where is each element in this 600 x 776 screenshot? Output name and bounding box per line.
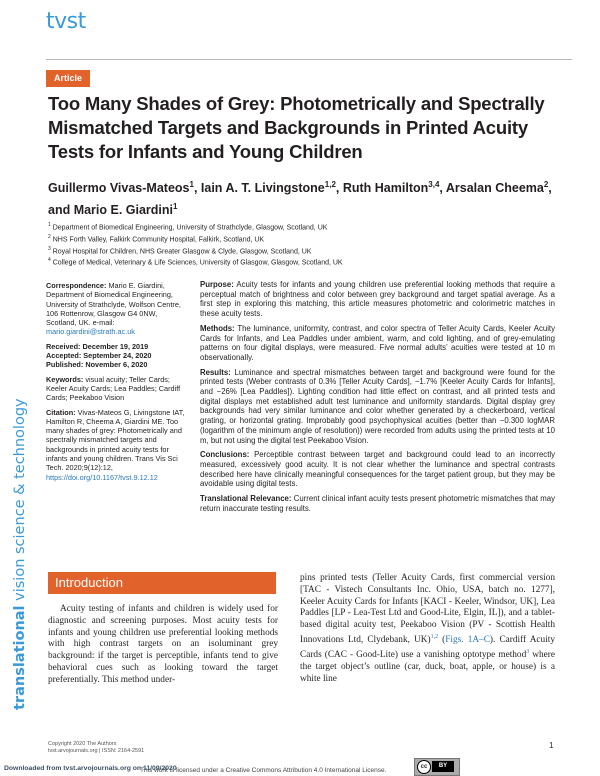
affiliation-item bbox=[48, 233, 343, 245]
relevance-label: Translational Relevance: bbox=[200, 494, 292, 504]
conclusions-text: Perceptible contrast between target and background could lead to an incorrectly measured, excessively good acuity. It is not clear whether the luminance and spectral contrasts described here have clinically meaningful consequences for the target patient group, but they may be avoidable using digital tests. bbox=[200, 450, 555, 489]
received-label: Received: bbox=[46, 341, 81, 351]
correspondence-label: Correspondence: bbox=[46, 281, 107, 290]
author-separator: , bbox=[548, 181, 552, 196]
published-label: Published: bbox=[46, 360, 84, 370]
affiliation-text: Royal Hospital for Children, NHS Greater Glasgow & Clyde, Glasgow, Scotland, UK bbox=[52, 247, 312, 255]
author-affiliation-ref: 2 bbox=[543, 180, 549, 189]
affiliation-number: 1 bbox=[48, 222, 51, 228]
paper-title: Too Many Shades of Grey: Photometrically and Spectrally Mismatched Targets and Backgrounds in Printed Acuity Tests for Infants and Young Children bbox=[48, 93, 545, 162]
purpose-text: Acuity tests for infants and young children use preferential looking methods that require a perceptual match of brightness and color between grey background and target spatial average. As a first step in exploring this matching, this article measures photometric and colorimetric matches in these acuity tests. bbox=[200, 280, 555, 319]
affiliation-number: 3 bbox=[48, 245, 51, 252]
affiliation-item bbox=[48, 245, 343, 257]
affiliation-number: 2 bbox=[48, 233, 51, 240]
correspondence-email-link[interactable]: mario.giardini@strath.ac.uk bbox=[46, 327, 135, 337]
license-text: This work is licensed under a Creative Commons Attribution 4.0 International License. bbox=[140, 767, 387, 774]
abstract-results bbox=[200, 368, 555, 446]
download-notice: Downloaded from tvst.arvojournals.org on 11/09/2020 bbox=[4, 765, 177, 772]
body-text: ( bbox=[438, 635, 446, 646]
received-date: December 19, 2019 bbox=[80, 341, 149, 351]
cc-by-license-badge[interactable] bbox=[414, 758, 460, 776]
header-divider bbox=[46, 59, 572, 60]
relevance-text: Current clinical infant acuity tests present photometric mismatches that may return inaccurate testing results. bbox=[200, 494, 555, 513]
author-name: Guillermo Vivas-Mateos bbox=[48, 181, 190, 196]
body-text: ). Cardiff Acuity Cards (CAC - Good-Lite) use a vanishing optotype method bbox=[300, 635, 556, 660]
purpose-label: Purpose: bbox=[200, 280, 234, 289]
author-name: Ruth Hamilton bbox=[342, 181, 429, 196]
results-label: Results: bbox=[200, 367, 231, 377]
conclusions-label: Conclusions: bbox=[200, 450, 250, 460]
abstract-relevance bbox=[200, 494, 555, 513]
body-column-right bbox=[300, 573, 555, 685]
body-text: where the target object’s outline (car, duck, boat, apple, or house) is a white line bbox=[300, 649, 555, 684]
reference-link[interactable]: 1,2 bbox=[430, 633, 439, 640]
issn-text: tvst.arvojournals.org | ISSN: 2164-2591 bbox=[48, 748, 145, 754]
author-list bbox=[48, 176, 568, 219]
author-affiliation-ref: 1 bbox=[189, 180, 194, 189]
body-column-left: Acuity testing of infants and children is widely used for diagnostic and screening purposes. Most acuity tests for infants and young children use preferential looking methods with high contrast targets on an isoluminant grey background: if the target is perceptible, infants tend to give behavioral cues such as looking toward the target preferentially. This method under- bbox=[48, 604, 278, 685]
copyright-text: Copyright 2020 The Authors bbox=[48, 741, 117, 747]
reference-link[interactable]: 3 bbox=[526, 648, 530, 655]
dates-block bbox=[46, 342, 186, 370]
vertical-title-rest: vision science & technology bbox=[12, 398, 28, 606]
author-name: Arsalan Cheema bbox=[445, 181, 544, 196]
citation-label: Citation: bbox=[46, 407, 76, 417]
doi-link[interactable]: https://doi.org/10.1167/tvst.9.12.12 bbox=[46, 472, 158, 482]
section-heading: Introduction bbox=[55, 575, 123, 590]
vertical-title-main: translational bbox=[12, 605, 28, 710]
correspondence-address: Mario E. Giardini, Department of Biomedical Engineering, University of Strathclyde, Wolfson Centre, 106 Rottenrow, Glasgow G4 0NW, Scotland, UK. e-mail: bbox=[46, 281, 181, 328]
affiliation-item bbox=[48, 256, 343, 268]
published-date: November 6, 2020 bbox=[83, 360, 148, 370]
figure-link[interactable]: Figs. 1A–C bbox=[445, 635, 490, 646]
methods-text: The luminance, uniformity, contrast, and color spectra of Teller Acuity Cards, Keeler Acuity Cards for Infants, and Lea Paddles under ambient, warm, and cold lighting, and of grey-emulating patterns on four digital displays, were measured. Five normal adults’ acuities were tested at 10 m observationally. bbox=[200, 323, 555, 362]
abstract-purpose bbox=[200, 280, 555, 319]
keywords-text: visual acuity; Teller Cards; Keeler Acuity Cards; Lea Paddles; Cardiff Cards; Peekaboo Vision bbox=[46, 374, 181, 403]
accepted-date: September 24, 2020 bbox=[81, 351, 152, 361]
footer-copyright bbox=[48, 741, 144, 755]
creative-commons-icon: cc bbox=[417, 760, 431, 774]
affiliation-list bbox=[48, 221, 343, 268]
attribution-icon: BY bbox=[432, 761, 454, 772]
keywords-block bbox=[46, 375, 186, 403]
results-text: Luminance and spectral mismatches between target and background were found for the printed tests (Weber contrasts of 0.3% [Teller Acuity Cards], −1.7% [Keeler Acuity Cards for Infants], and −26% [Lea Paddles]). Lighting condition had little effect on contrast, and all printed tests and digital displays met established adult test luminance and uniformity standards. Digital display grey backgrounds had very similar luminance and color whether generated by a checkerboard, vertical grating, or horizontal grating. Improbably good psychophysical acuities (better than −0.300 logMAR (logarithm of the minimum angle of resolution)) were recorded from adults using the printed tests at 10 m, but not using the digital test Peekaboo Vision. bbox=[200, 367, 555, 445]
author-separator: , bbox=[439, 181, 446, 196]
affiliation-number: 4 bbox=[48, 257, 51, 264]
author-affiliation-ref: 1,2 bbox=[324, 180, 336, 189]
author-name: Iain A. T. Livingstone bbox=[200, 181, 325, 196]
author-affiliation-ref: 3,4 bbox=[428, 180, 440, 189]
affiliation-text: NHS Forth Valley, Falkirk Community Hospital, Falkirk, Scotland, UK bbox=[52, 236, 265, 244]
author-separator: , bbox=[193, 181, 201, 196]
author-affiliation-ref: 1 bbox=[173, 201, 178, 211]
journal-vertical-title bbox=[12, 398, 28, 710]
keywords-label: Keywords: bbox=[46, 374, 84, 384]
affiliation-item bbox=[48, 221, 343, 233]
journal-logo: tvst bbox=[46, 9, 86, 34]
methods-label: Methods: bbox=[200, 323, 235, 333]
page-number: 1 bbox=[549, 741, 554, 750]
article-type-badge: Article bbox=[46, 70, 90, 87]
accepted-label: Accepted: bbox=[46, 351, 82, 361]
body-text: pins printed tests (Teller Acuity Cards, first commercial version [TAC - Vistech Consultants Inc. Ohio, USA, batch no. 1277], Keeler Acuity Cards for Infants [KACI - Keeler, Windsor, UK], Lea Paddles [LP - Lea-Test Ltd and Good-Lite, Elgin, IL]), and a tablet-based digital acuity test, Peekaboo Vision (PV - Scottish Health Innovations Ltd, Clydebank, UK) bbox=[300, 573, 555, 646]
abstract-box bbox=[200, 280, 555, 518]
author-separator: , bbox=[335, 181, 343, 196]
citation-text: Vivas-Mateos G, Livingstone IAT, Hamilton R, Cheema A, Giardini ME. Too many shades of grey: Photometrically and spectrally mismatched targets and backgrounds in printed acuity tests for infants and young children. Trans Vis Sci Tech. 2020;9(12):12, bbox=[46, 407, 185, 473]
affiliation-text: Department of Biomedical Engineering, University of Strathclyde, Glasgow, Scotland, UK bbox=[52, 224, 328, 232]
article-info-sidebar bbox=[46, 281, 186, 487]
abstract-conclusions bbox=[200, 450, 555, 489]
correspondence-block bbox=[46, 281, 186, 337]
author-name: and Mario E. Giardini bbox=[48, 202, 174, 217]
citation-block bbox=[46, 408, 186, 482]
abstract-methods bbox=[200, 324, 555, 363]
affiliation-text: College of Medical, Veterinary & Life Sciences, University of Glasgow, Glasgow, Scotland, UK bbox=[52, 259, 343, 267]
